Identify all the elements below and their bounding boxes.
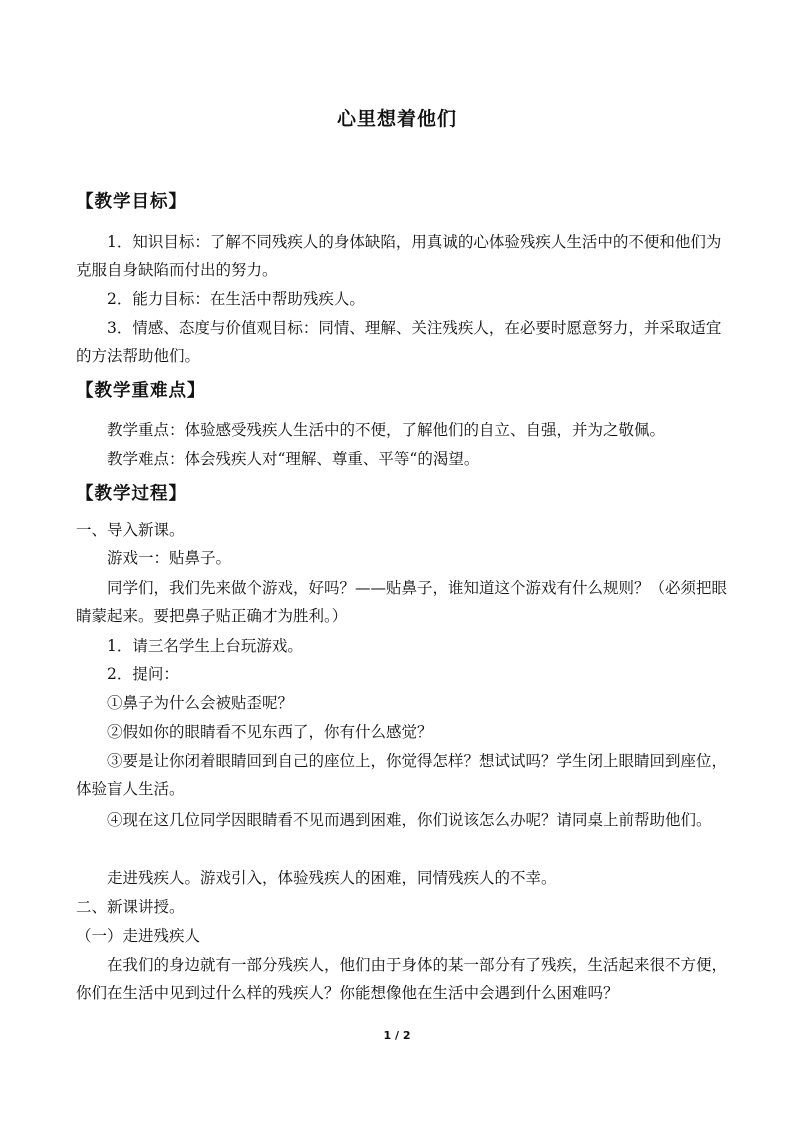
objective-item-1: 1．知识目标：了解不同残疾人的身体缺陷，用真诚的心体验残疾人生活中的不便和他们为克服自身缺陷而付出的努力。 xyxy=(76,233,722,279)
game-intro: 同学们，我们先来做个游戏，好吗？——贴鼻子，谁知道这个游戏有什么规则？（必须把眼睛蒙起来。要把鼻子贴正确才为胜利。） xyxy=(76,579,728,625)
part1-title: 一、导入新课。 xyxy=(76,521,185,539)
key-point-text: 教学重点：体验感受残疾人生活中的不便，了解他们的自立、自强，并为之敬佩。 xyxy=(107,421,666,439)
step-2: 2．提问： xyxy=(107,665,179,683)
page-number: 1 / 2 xyxy=(383,1029,411,1042)
summary-text: 走进残疾人。游戏引入，体验残疾人的困难，同情残疾人的不幸。 xyxy=(107,869,557,887)
question-1: ①鼻子为什么会被贴歪呢？ xyxy=(107,694,294,712)
question-4: ④现在这几位同学因眼睛看不见而遇到困难，你们说该怎么办呢？请同桌上前帮助他们。 xyxy=(107,811,712,829)
question-3: ③要是让你闭着眼睛回到自己的座位上，你觉得怎样？想试试吗？学生闭上眼睛回到座位，体验盲人生活。 xyxy=(76,752,728,798)
section-heading-process: 【教学过程】 xyxy=(76,484,187,504)
part2-title: 二、新课讲授。 xyxy=(76,898,185,916)
subsection-1-title: （一）走进残疾人 xyxy=(76,927,201,945)
step-1: 1．请三名学生上台玩游戏。 xyxy=(107,637,303,655)
question-2: ②假如你的眼睛看不见东西了，你有什么感觉？ xyxy=(107,723,433,741)
game-title: 游戏一：贴鼻子。 xyxy=(107,549,232,567)
objective-item-3: 3．情感、态度与价值观目标：同情、理解、关注残疾人，在必要时愿意努力，并采取适宜的方法帮助他们。 xyxy=(76,319,722,365)
section-heading-objectives: 【教学目标】 xyxy=(76,192,187,212)
section-heading-key-points: 【教学重难点】 xyxy=(76,381,206,401)
objective-item-2: 2．能力目标：在生活中帮助残疾人。 xyxy=(107,290,365,308)
difficult-point-text: 教学难点：体会残疾人对“理解、尊重、平等“的渴望。 xyxy=(107,450,480,468)
subsection-1-text: 在我们的身边就有一部分残疾人，他们由于身体的某一部分有了残疾，生活起来很不方便，你们在生活中见到过什么样的残疾人？你能想像他在生活中会遇到什么困难吗？ xyxy=(76,956,728,1002)
page-title: 心里想着他们 xyxy=(336,108,457,130)
